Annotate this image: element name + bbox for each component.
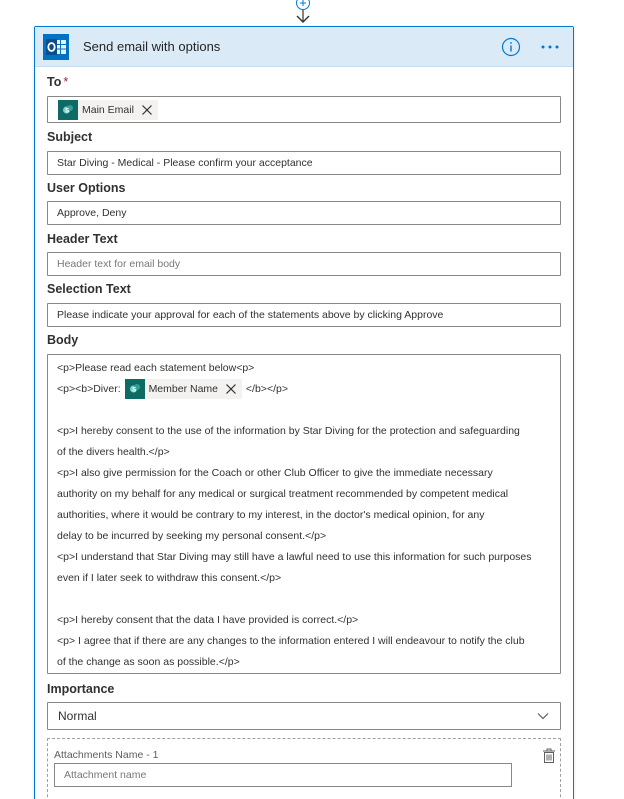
attachments-group [47, 738, 561, 799]
body-line: <p>I hereby consent that the data I have provided is correct.</p> [57, 614, 359, 626]
attachment-name-input[interactable]: Attachment name [54, 763, 512, 787]
body-line: <p>Please read each statement below<p> [57, 362, 255, 374]
add-step-connector[interactable] [293, 0, 313, 26]
token-label: Member Name [148, 382, 218, 395]
sharepoint-icon [58, 100, 78, 120]
body-label: Body [47, 333, 79, 347]
send-email-action-card [34, 26, 574, 799]
chevron-down-icon [536, 709, 550, 723]
required-mark: * [63, 75, 69, 89]
remove-token-icon[interactable] [140, 103, 154, 117]
remove-token-icon[interactable] [224, 382, 238, 396]
ellipsis-icon [540, 44, 560, 50]
user-options-input[interactable]: Approve, Deny [47, 201, 561, 225]
body-line [57, 400, 551, 421]
body-line: <p> I agree that if there are any changes to the information entered I will endeavour to notify the club [57, 635, 525, 647]
svg-text:S: S [131, 387, 136, 394]
importance-value: Normal [58, 709, 97, 723]
body-line: authority on my behalf for any medical or surgical treatment recommended by competent medical [57, 488, 509, 500]
to-label-text: To [47, 75, 62, 89]
selection-text-label: Selection Text [47, 282, 131, 296]
subject-label: Subject [47, 130, 93, 144]
token-label: Main Email [82, 103, 134, 116]
card-title: Send email with options [83, 39, 221, 54]
body-line: authorities, where it would be contrary to my interest, in the doctor's medical opinion, for any [57, 509, 485, 521]
importance-label: Importance [47, 682, 115, 696]
dynamic-content-token[interactable] [125, 379, 242, 399]
body-line: delay to be incurred by seeking my personal consent.</p> [57, 530, 327, 542]
card-header[interactable] [35, 27, 573, 67]
attachments-name-label: Attachments Name - 1 [54, 749, 159, 761]
info-button[interactable] [501, 37, 521, 57]
more-options-button[interactable] [537, 37, 563, 57]
subject-input[interactable]: Star Diving - Medical - Please confirm your acceptance [47, 151, 561, 175]
importance-dropdown[interactable] [47, 702, 561, 730]
dynamic-content-token[interactable] [58, 100, 158, 120]
body-editor[interactable] [47, 354, 561, 674]
user-options-label: User Options [47, 181, 126, 195]
outlook-icon [41, 32, 71, 62]
header-text-label: Header Text [47, 232, 118, 246]
svg-text:S: S [65, 107, 70, 114]
sharepoint-icon [125, 379, 145, 399]
body-line: <p>I also give permission for the Coach or other Club Officer to give the immediate necessary [57, 467, 493, 479]
header-text-input[interactable]: Header text for email body [47, 252, 561, 276]
body-line: of the change as soon as possible.</p> [57, 656, 240, 668]
body-line [57, 589, 551, 610]
body-line-diver [57, 379, 551, 400]
body-diver-suffix: </b></p> [245, 383, 288, 395]
body-line: <p>I understand that Star Diving may still have a lawful need to use this information for such purposes [57, 551, 532, 563]
body-line: even if I later seek to withdraw this consent.</p> [57, 572, 282, 584]
selection-text-input[interactable]: Please indicate your approval for each of the statements above by clicking Approve [47, 303, 561, 327]
body-line: <p>I hereby consent to the use of the information by Star Diving for the protection and safeguarding [57, 425, 520, 437]
body-diver-prefix: <p><b>Diver: [57, 383, 121, 395]
delete-attachment-button[interactable] [540, 747, 558, 765]
trash-icon [541, 748, 557, 764]
info-icon [501, 37, 521, 57]
add-step-icon[interactable] [293, 0, 313, 26]
body-line: of the divers health.</p> [57, 446, 170, 458]
to-label [47, 75, 68, 89]
to-field[interactable] [47, 96, 561, 123]
